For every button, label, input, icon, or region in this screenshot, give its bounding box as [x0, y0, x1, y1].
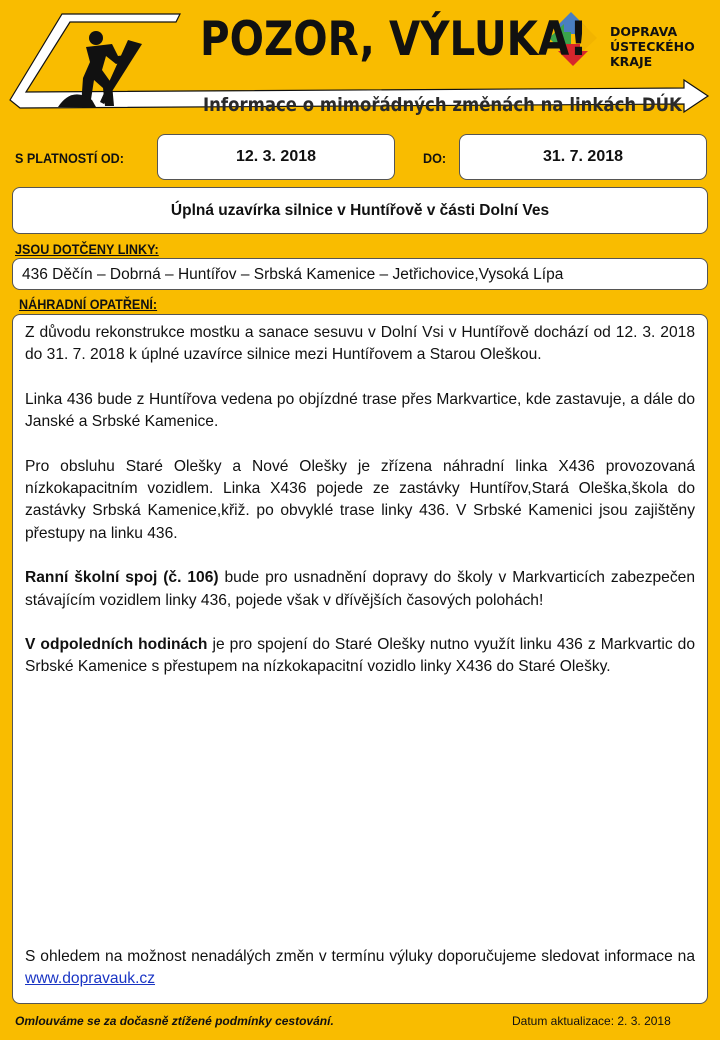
valid-to-box [459, 134, 707, 180]
affected-lines-value: 436 Děčín – Dobrná – Huntířov – Srbská Kamenice – Jetřichovice,Vysoká Lípa [22, 266, 564, 283]
header-banner [0, 0, 720, 135]
afternoon-highlight: V odpoledních hodinách [25, 636, 208, 654]
website-link[interactable]: www.dopravauk.cz [25, 970, 156, 988]
valid-from-box [157, 134, 395, 180]
measures-label: NÁHRADNÍ OPATŘENÍ: [19, 296, 158, 312]
brand-line: ÚSTECKÉHO [610, 39, 695, 54]
brand-line: KRAJE [610, 54, 653, 69]
closure-title-box [12, 187, 708, 234]
paragraph-text: S ohledem na možnost nenadálých změn v termínu výluky doporučujeme sledovat informace na [25, 948, 695, 965]
valid-to-value: 31. 7. 2018 [542, 148, 624, 165]
page-title: POZOR, VÝLUKA! [200, 12, 588, 67]
measures-paragraph: Linka 436 bude z Huntířova vedena po objízdné trase přes Markvartice, kde zastavuje, a dále do Janské a Srbské Kamenice. [25, 390, 695, 431]
valid-to-label: DO: [423, 150, 447, 166]
info-paragraph [25, 946, 695, 991]
affected-lines-box [12, 258, 708, 290]
brand-line: DOPRAVA [610, 24, 678, 39]
measures-paragraph [25, 567, 695, 612]
apology-note: Omlouváme se za dočasně ztížené podmínky cestování. [15, 1014, 334, 1028]
valid-from-label: S PLATNOSTÍ OD: [15, 150, 124, 166]
page-subtitle: Informace o mimořádných změnách na linkách DÚK [203, 94, 682, 116]
paragraph-text: bude pro usnadnění dopravy do školy v Markvarticích zabezpečen stávajícím vozidlem linky 436, pojede však v dřívějších časových polohách! [25, 569, 695, 609]
update-date: Datum aktualizace: 2. 3. 2018 [512, 1014, 671, 1028]
closure-title: Úplná uzavírka silnice v Huntířově v části Dolní Ves [170, 201, 550, 219]
brand-name [610, 24, 695, 69]
paragraph-text: je pro spojení do Staré Olešky nutno využít linku 436 z Markvartic do Srbské Kamenice s přestupem na nízkokapacitní vozidlo linky X436 do Staré Olešky. [25, 636, 695, 676]
valid-from-value: 12. 3. 2018 [235, 148, 317, 165]
measures-paragraph [25, 634, 695, 679]
measures-box [12, 314, 708, 1004]
measures-paragraph: Pro obsluhu Staré Olešky a Nové Olešky je zřízena náhradní linka X436 provozovaná nízkokapacitním vozidlem. Linka X436 pojede ze zastávky Huntířov,Stará Oleška,škola do zastávky Srbská Kamenice,křiž. po obvyklé trase linky 436. V Srbské Kamenici jsou zajištěny přestupy na linku 436. [25, 457, 695, 542]
school-connection-highlight: Ranní školní spoj (č. 106) [25, 569, 219, 587]
measures-paragraph: Z důvodu rekonstrukce mostku a sanace sesuvu v Dolní Vsi v Huntířově dochází od 12. 3. 2018 do 31. 7. 2018 k úplné uzavírce silnice mezi Huntířovem a Starou Oleškou. [25, 324, 695, 364]
affected-lines-label: JSOU DOTČENY LINKY: [15, 241, 159, 257]
